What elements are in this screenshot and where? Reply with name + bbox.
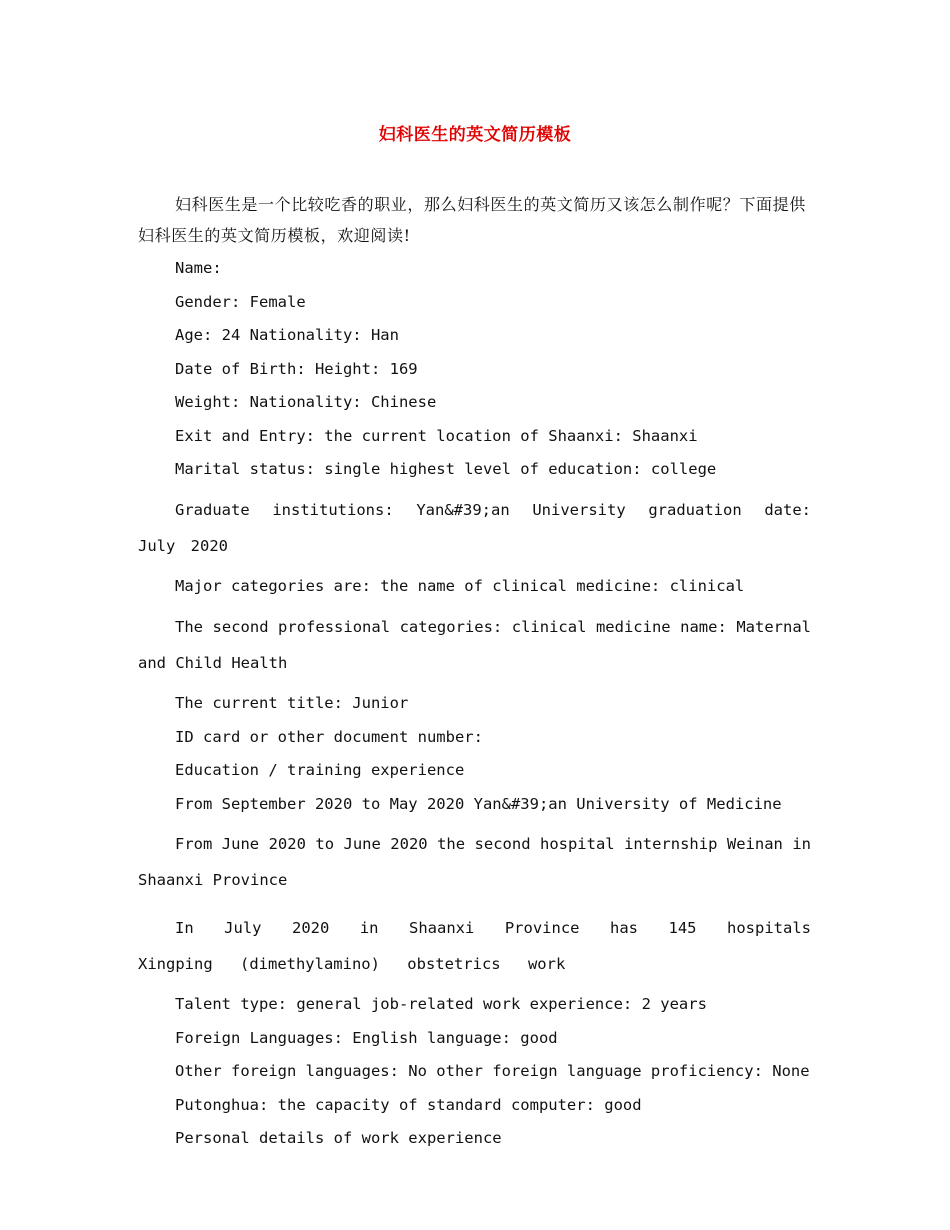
- line-work-history: In July 2020 in Shaanxi Province has 145 hospitals Xingping (dimethylamino) obstetrics work: [138, 918, 811, 973]
- line-id-card: ID card or other document number:: [175, 727, 483, 746]
- line-other-languages: Other foreign languages: No other foreign language proficiency: None: [175, 1062, 810, 1080]
- document-body: [138, 189, 811, 1161]
- intro-paragraph: 妇科医生是一个比较吃香的职业，那么妇科医生的英文简历又该怎么制作呢？下面提供妇科医生的英文简历模板，欢迎阅读!: [138, 195, 806, 245]
- line-education-heading: Education / training experience: [175, 761, 465, 779]
- line-date-of-birth: Date of Birth: Height: 169: [175, 359, 418, 378]
- line-talent-type: Talent type: general job-related work experience: 2 years: [175, 995, 707, 1013]
- line-age: Age: 24 Nationality: Han: [175, 326, 399, 344]
- line-work-experience-heading: Personal details of work experience: [175, 1129, 502, 1147]
- line-major-categories: Major categories are: the name of clinical medicine: clinical: [175, 577, 745, 595]
- document-title: 妇科医生的英文简历模板: [378, 125, 572, 145]
- line-gender: Gender: Female: [175, 292, 306, 311]
- line-second-professional: The second professional categories: clinical medicine name: Maternal and Child Health: [138, 617, 811, 672]
- line-foreign-languages: Foreign Languages: English language: good: [175, 1028, 558, 1047]
- line-putonghua: Putonghua: the capacity of standard computer: good: [175, 1095, 642, 1114]
- line-exit-entry: Exit and Entry: the current location of Shaanxi: Shaanxi: [175, 426, 698, 445]
- line-weight: Weight: Nationality: Chinese: [175, 393, 437, 411]
- line-current-title: The current title: Junior: [175, 694, 409, 712]
- line-education-1: From September 2020 to May 2020 Yan&#39;an University of Medicine: [175, 794, 782, 813]
- line-graduate-institutions: Graduate institutions: Yan&#39;an University graduation date: July 2020: [138, 500, 811, 555]
- line-name: Name:: [175, 259, 222, 277]
- line-education-2: From June 2020 to June 2020 the second hospital internship Weinan in Shaanxi Province: [138, 835, 811, 889]
- line-marital-status: Marital status: single highest level of education: college: [175, 460, 717, 478]
